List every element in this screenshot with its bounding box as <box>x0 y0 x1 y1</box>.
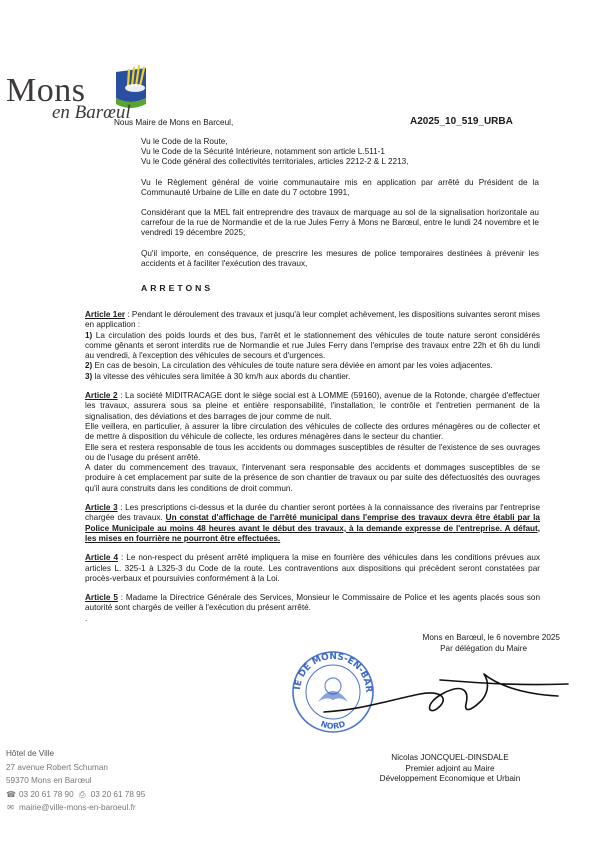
signer-title: Premier adjoint au Maire <box>405 763 495 773</box>
article-2-paragraph: Elle sera et restera responsable de tous les accidents ou dommages susceptibles de résulter de l'existence de ses ouvrages ou de l'usage du présent arrêté. <box>85 442 540 462</box>
articles-block <box>85 310 540 624</box>
arretons-heading: ARRETONS <box>141 283 214 294</box>
reference-number: A2025_10_519_URBA <box>410 116 513 127</box>
article-2-paragraph: A dater du commencement des travaux, l'intervenant sera responsable des accidents et dommages susceptibles de se produire à cet emplacement par suite de la présence de son chantier de travaux ou par suite des défectuosités des ouvrages qu'il aura construits dans les conditions de droit commun. <box>85 463 540 493</box>
intro-line: Nous Maire de Mons en Barceul, <box>114 118 234 127</box>
logo-text-en-baroeul: en Barœul <box>52 102 131 123</box>
mail-icon: ✉ <box>7 803 14 812</box>
footer-address <box>6 747 145 815</box>
considerant-paragraph: Considérant que la MEL fait entreprendre des travaux de marquage au sol de la signalisation horizontale au carrefour de la rue de Normandie et de la rue Jules Ferry à Mons ne Barœul, entre le lundi 24 novembre et le vendredi 19 décembre 2025; <box>141 208 539 238</box>
trailing-dot: . <box>85 613 88 623</box>
logo-text-mons: Mons <box>6 72 86 109</box>
signer-name: Nicolas JONCQUEL-DINSDALE <box>391 753 509 762</box>
article-2-paragraph: Elle veillera, en particulier, à assurer la libre circulation des véhicules de collecte des ordures ménagères ou de collecter et de mettre à disposition du véhicule de collecte, les ordures ménagères dans le secteur du chantier. <box>85 421 540 442</box>
signer-block <box>360 753 540 785</box>
footer-city: 59370 Mons en Barœul <box>6 776 92 785</box>
place-date: Mons en Barœul, le 6 novembre 2025 <box>422 633 560 642</box>
article-2-label: Article 2 <box>85 391 118 401</box>
article-2: Article 2 : La société MIDITRACAGE dont le siège social est à LOMME (59160), avenue de la Rotonde, chargée d'effectuer les travaux, assurera sous sa pleine et entière responsabilité, l'installation, le contrôle et l'entretien permanent de la signalisation, des déviations et des barrages de jour comme de nuit. <box>85 391 540 421</box>
article-5: Article 5 : Madame la Directrice Générale des Services, Monsieur le Commissaire de Police et les agents placés sous son autorité sont chargés de veiller à l'exécution du présent arrêté. <box>85 593 540 613</box>
article-3-label: Article 3 <box>85 503 118 513</box>
footer-street: 27 avenue Robert Schuman <box>6 762 108 772</box>
article-4: Article 4 : Le non-respect du présent arrêté impliquera la mise en fourrière des véhicules dans les conditions prévues aux articles L. 325-1 à L325-3 du Code de la route. Les contraventions aux dispositions qui précèdent seront constatées par procès-verbaux et poursuivies conformément à la Loi. <box>85 553 540 583</box>
article-4-label: Article 4 <box>85 553 119 563</box>
considerants-block <box>141 137 539 293</box>
footer-fax: 03 20 61 78 95 <box>90 789 146 799</box>
fax-icon: ⎙ <box>78 789 86 799</box>
importe-paragraph: Qu'il importe, en conséquence, de prescrire les mesures de police temporaires destinées à prévenir les accidents et à faciliter l'exécution des travaux, <box>141 248 539 268</box>
place-date-block <box>380 633 560 654</box>
reglement-paragraph: Vu le Règlement général de voirie communautaire mis en application par arrêté du Président de la Communauté Urbaine de Lille en date du 7 octobre 1991, <box>141 177 539 197</box>
article-1-item: 1) La circulation des poids lourds et des bus, l'arrêt et le stationnement des véhicules de toute nature seront considérés comme gênants et seront interdits rue de Normandie et rue Jules Ferry dans l'emprise des travaux entre 22h et 6h du lundi au vendredi, à l'exception des véhicules de secours et d'urgences. <box>85 330 540 361</box>
signer-department: Développement Economique et Urbain <box>379 774 521 783</box>
article-1: Article 1er : Pendant le déroulement des travaux et jusqu'à leur complet achèvement, les dispositions suivantes seront mises en application : <box>85 310 540 330</box>
article-3: Article 3 : Les prescriptions ci-dessus et la durée du chantier seront portées à la connaissance des riverains par l'entreprise chargée des travaux. Un constat d'affichage de l'arrêté municipal dans l'emprise des travaux devra être établi par la Police Municipale au moins 48 heures avant le début des travaux, à la demande expresse de l'entreprise. A défaut, les mises en fourrière ne pourront être effectuées. <box>85 503 540 543</box>
footer-email[interactable]: mairie@ville-mons-en-baroeul.fr <box>19 803 136 812</box>
article-1-label: Article 1er <box>85 310 126 319</box>
footer-phone[interactable]: 03 20 61 78 90 <box>19 789 74 799</box>
article-3-emphasis: Un constat d'affichage de l'arrêté municipal dans l'emprise des travaux devra être établi par la Police Municipale au moins 48 heures avant le début des travaux, à la demande expresse de l'entreprise. A défaut, les mises en fourrière ne pourront être effectuées. <box>85 513 540 543</box>
vu-line: Vu le Code de la Sécurité Intérieure, notamment son article L.511-1 <box>141 147 385 157</box>
article-5-label: Article 5 <box>85 593 118 603</box>
handwritten-signature <box>320 660 575 740</box>
footer-phone-row <box>6 788 145 802</box>
article-1-item: 3) la vitesse des véhicules sera limitée à 30 km/h aux abords du chantier. <box>85 371 351 381</box>
seal-bottom-text: NORD <box>319 719 347 731</box>
footer-email-row <box>6 801 145 815</box>
footer-title: Hôtel de Ville <box>6 749 55 758</box>
seal-top-text: IE DE MONS-EN-BAR <box>293 651 374 693</box>
phone-icon: ☎ <box>6 789 16 799</box>
vu-line: Vu le Code de la Route, <box>141 137 228 146</box>
vu-line: Vu le Code général des collectivités territoriales, articles 2212-2 & L 2213, <box>141 157 409 167</box>
delegation-line: Par délégation du Maire <box>440 643 527 653</box>
article-1-item: 2) En cas de besoin, La circulation des véhicules de toute nature sera déviée en amont par les voies adjacentes. <box>85 361 493 371</box>
